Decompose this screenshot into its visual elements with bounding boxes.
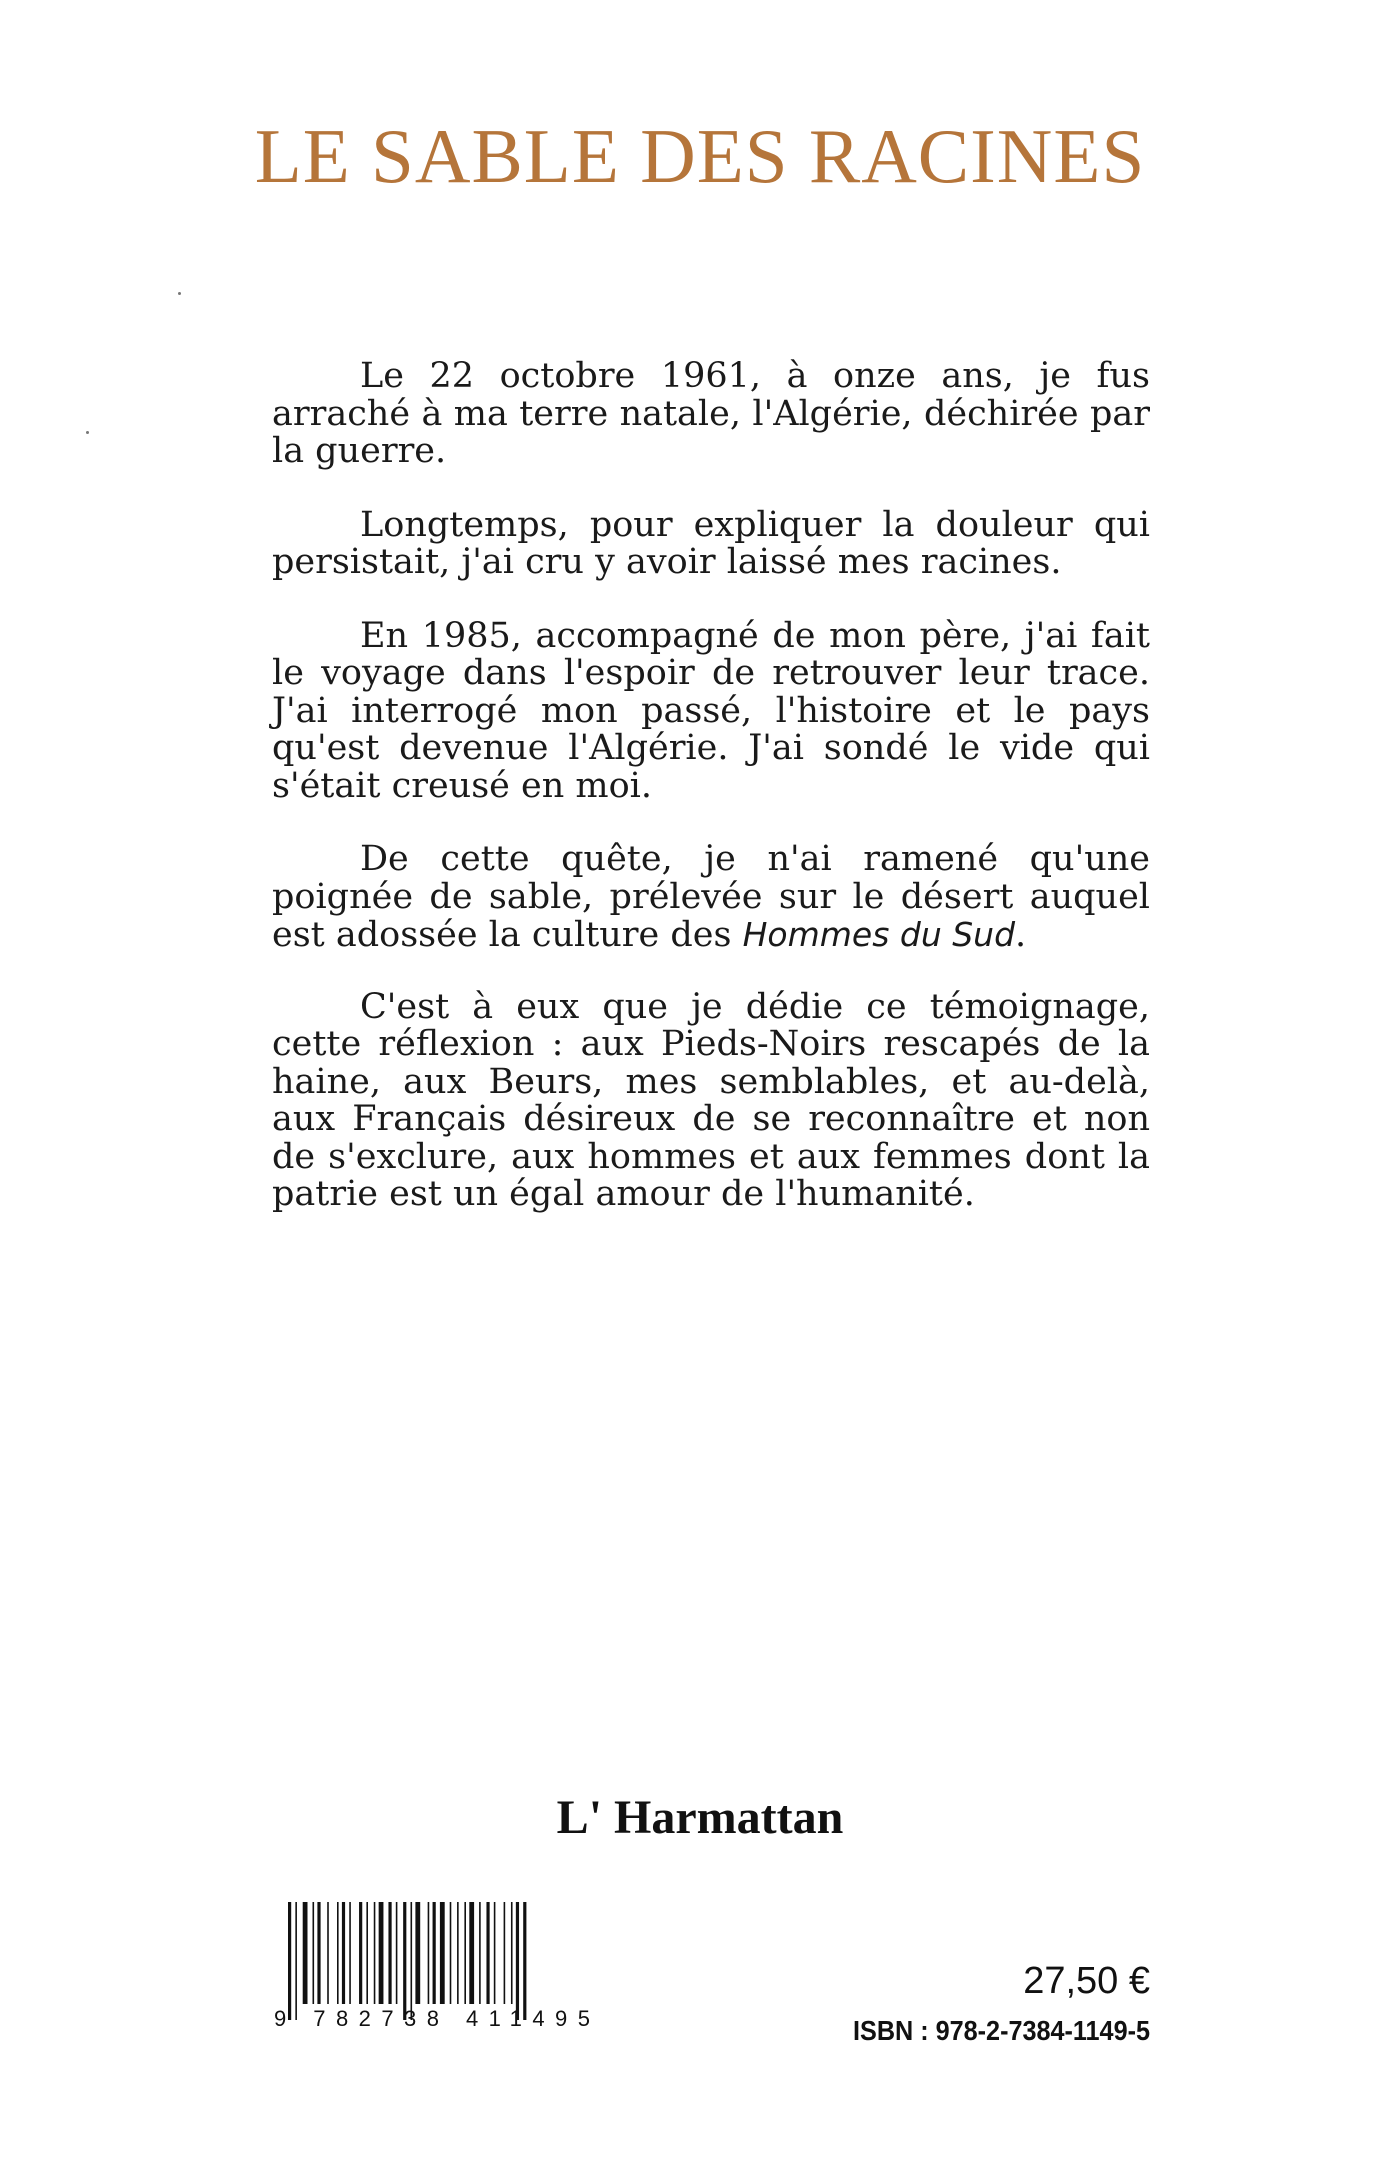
barcode-bar [433, 1902, 436, 2004]
barcode-bar [403, 1902, 406, 2020]
barcode-bar [494, 1902, 496, 2004]
barcode-bar [450, 1902, 452, 2004]
barcode-bar [469, 1902, 474, 2004]
barcode-bar [317, 1902, 320, 2004]
print-speck [178, 292, 181, 295]
barcode-bar [303, 1902, 308, 2004]
barcode-bar [388, 1902, 391, 2004]
barcode-bar [504, 1902, 506, 2004]
barcode-bar [440, 1902, 445, 2004]
barcode-bar [327, 1902, 329, 2004]
blurb-text [272, 358, 1150, 1250]
barcode-bar [428, 1902, 430, 2004]
barcode [272, 1900, 602, 2030]
barcode-bar [396, 1902, 398, 2004]
blurb-paragraph-text: De cette quête, je n'ai ramené qu'une poignée de sable, prélevée sur le désert auquel est adossée la culture des [272, 839, 1150, 955]
barcode-bar [349, 1902, 351, 2004]
barcode-bar [415, 1902, 420, 2004]
blurb-paragraph: En 1985, accompagné de mon père, j'ai fait le voyage dans l'espoir de retrouver leur trace. J'ai interrogé mon passé, l'histoire et le pays qu'est devenue l'Algérie. J'ai sondé le vide qui s'était creusé en moi. [272, 615, 1150, 806]
publisher-name: L' Harmattan [556, 1791, 844, 1844]
barcode-bar [464, 1902, 466, 2004]
barcode-digits: 9 782738 411495 [274, 2006, 590, 2030]
barcode-bar [342, 1902, 345, 2004]
barcode-bar [374, 1902, 376, 2004]
isbn: ISBN : 978-2-7384-1149-5 [853, 2015, 1150, 2046]
italic-phrase: Hommes du Sud [742, 915, 1016, 954]
barcode-bar [337, 1902, 339, 2004]
barcode-bar [486, 1902, 489, 2004]
print-speck [86, 431, 89, 434]
barcode-graphic [272, 1900, 602, 2030]
barcode-bar [379, 1902, 384, 2004]
barcode-bar [457, 1902, 459, 2004]
blurb-paragraph [272, 841, 1150, 955]
barcode-bar [288, 1902, 291, 2020]
barcode-bars [288, 1902, 526, 2020]
price: 27,50 € [1023, 1960, 1150, 2002]
barcode-bar [295, 1902, 297, 2020]
blurb-paragraph: Longtemps, pour expliquer la douleur qui persistait, j'ai cru y avoir laissé mes racines. [272, 504, 1150, 582]
blurb-paragraph: C'est à eux que je dédie ce témoignage, cette réflexion : aux Pieds-Noirs rescapés de la haine, aux Beurs, mes semblables, et au-delà, aux Français désireux de se reconnaître et non de s'exclure, aux hommes et aux femmes dont la patrie est un égal amour de l'humanité. [272, 986, 1150, 1214]
barcode-bar [479, 1902, 481, 2004]
barcode-bar [359, 1902, 362, 2004]
barcode-bar [523, 1902, 526, 2020]
barcode-bar [366, 1902, 368, 2004]
barcode-bar [411, 1902, 413, 2020]
book-title: LE SABLE DES RACINES [254, 113, 1146, 199]
blurb-paragraph: Le 22 octobre 1961, à onze ans, je fus arraché à ma terre natale, l'Algérie, déchirée par la guerre. [272, 356, 1150, 471]
barcode-bar [511, 1902, 513, 2004]
barcode-bar [516, 1902, 519, 2020]
barcode-bar [313, 1902, 315, 2004]
blurb-paragraph-end: . [1015, 915, 1027, 955]
